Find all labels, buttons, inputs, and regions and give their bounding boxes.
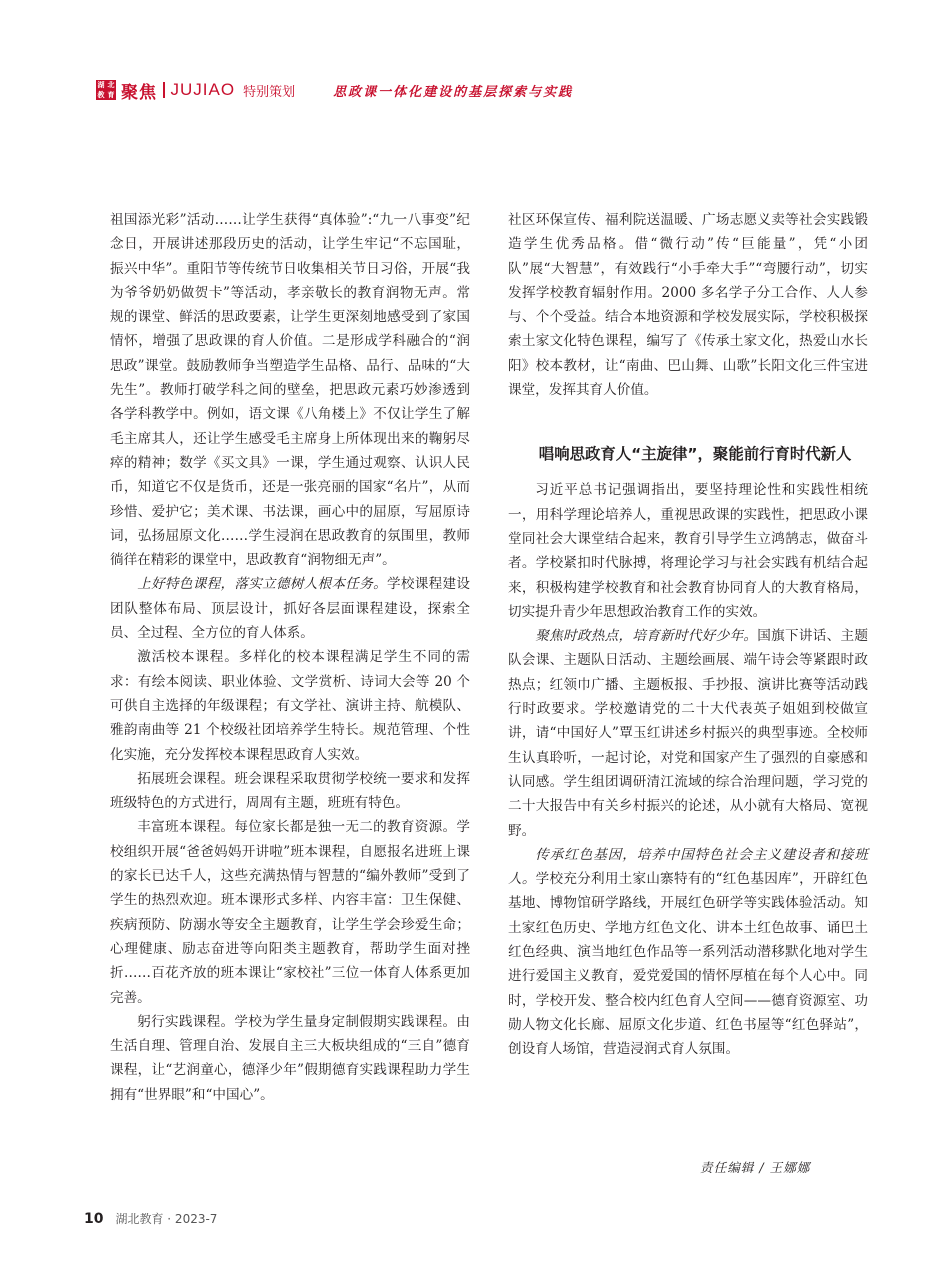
logo-char: 教 [97,91,105,99]
paragraph: 丰富班本课程。每位家长都是独一无二的教育资源。学校组织开展“爸爸妈妈开讲啦”班本课程，自愿报名进班上课的家长已达千人，这些充满热情与智慧的“编外教师”受到了学生的热烈欢迎。班本课形式多样、内容丰富：卫生保健、疾病预防、防溺水等安全主题教育，让学生学会珍爱生命；心理健康、励志奋进等向阳类主题教育，帮助学生面对挫折……百花齐放的班本课让“家校社”三位一体育人体系更加完善。 [110,819,470,1006]
paragraph [508,843,868,1062]
magazine-logo [96,80,116,100]
paragraph: 习近平总书记强调指出，要坚持理论性和实践性相统一，用科学理论培养人，重视思政课的实践性，把思政小课堂同社会大课堂结合起来，教育引导学生立鸿鹄志，做奋斗者。学校紧扣时代脉搏，将理论学习与社会实践有机结合起来，积极构建学校教育和社会教育协同育人的大教育格局，切实提升青少年思想政治教育工作的实效。 [508,482,868,620]
logo-char: 育 [107,91,115,99]
editor-credit: 责任编辑 / 王娜娜 [700,1160,811,1175]
logo-char: 湖 [97,81,105,89]
logo-char: 北 [107,81,115,89]
right-column [508,208,868,1062]
paragraph [508,624,868,843]
left-column [110,208,470,1107]
page-number: 10 [84,1211,104,1227]
section-heading: 唱响思政育人“主旋律”，聚能前行育时代新人 [538,445,852,464]
paragraph: 社区环保宣传、福利院送温暖、广场志愿义卖等社会实践锻造学生优秀品格。借“微行动”传“巨能量”，凭“小团队”展“大智慧”，有效践行“小手牵大手”“弯腰行动”，切实发挥学校教育辐射作用。2000 多名学子分工合作、人人参与、个个受益。结合本地资源和学校发展实际，学校积极探索土家文化特色课程，编写了《传承土家文化，热爱山水长阳》校本教材，让“南曲、巴山舞、山歌”长阳文化三件宝进课堂，发挥其育人价值。 [508,212,868,399]
paragraph-body: 国旗下讲话、主题队会课、主题队日活动、主题绘画展、端午诗会等紧跟时政热点；红领巾广播、主题板报、手抄报、演讲比赛等活动践行时政要求。学校邀请党的二十大代表英子姐姐到校做宣讲，请“中国好人”覃玉红讲述乡村振兴的典型事迹。全校师生认真聆听，一起讨论，对党和国家产生了强烈的自豪感和认同感。学生组团调研清江流域的综合治理问题，学习党的二十大报告中有关乡村振兴的论述，从小就有大格局、宽视野。 [508,628,869,839]
paragraph: 拓展班会课程。班会课程采取贯彻学校统一要求和发挥班级特色的方式进行，周周有主题，班班有特色。 [110,770,470,812]
brand-cn: 聚焦 [121,82,157,103]
magazine-issue: 湖北教育 · 2023-7 [115,1212,218,1226]
paragraph [110,572,470,645]
brand-en: JUJIAO [170,80,236,99]
paragraph: 躬行实践课程。学校为学生量身定制假期实践课程。由生活自理、管理自治、发展自主三大板块组成的“三自”德育课程，让“艺润童心，德泽少年”假期德育实践课程助力学生拥有“世界眼”和“中国心”。 [110,1013,470,1103]
brand-separator [163,82,165,98]
page-footer [84,1210,217,1227]
paragraph-lead: 聚焦时政热点，培育新时代好少年。 [535,628,758,645]
paragraph-body: 学校课程建设团队整体布局、顶层设计，抓好各层面课程建设，探索全员、全过程、全方位的育人体系。 [110,576,471,642]
topic-title: 思政课一体化建设的基层探索与实践 [333,84,574,100]
paragraph-lead: 上好特色课程，落实立德树人根本任务。 [137,576,388,593]
paragraph-lead: 传承红色基因，培养中国特色社会主义建设者和接班人。 [508,846,868,888]
page-header [96,78,856,102]
paragraph-body: 学校充分利用土家山寨特有的“红色基因库”，开辟红色基地、博物馆研学路线，开展红色研学等实践体验活动。知土家红色历史、学地方红色文化、讲本土红色故事、诵巴土红色经典、演当地红色作品等一系列活动潜移默化地对学生进行爱国主义教育，爱党爱国的情怀厚植在每个人心中。同时，学校开发、整合校内红色育人空间——德育资源室、功勋人物文化长廊、屈原文化步道、红色书屋等“红色驿站”，创设育人场馆，营造浸润式育人氛围。 [508,871,868,1058]
section-label: 特别策划 [243,84,296,100]
paragraph: 祖国添光彩”活动……让学生获得“真体验”:“九一八事变”纪念日，开展讲述那段历史的活动，让学生牢记“不忘国耻，振兴中华”。重阳节等传统节日收集相关节日习俗，开展“我为爷爷奶奶做贺卡”等活动，孝亲敬长的教育润物无声。常规的课堂、鲜活的思政要素，让学生更深刻地感受到了家国情怀，增强了思政课的育人价值。二是形成学科融合的“润思政”课堂。鼓励教师争当塑造学生品格、品行、品味的“大先生”。教师打破学科之间的壁垒，把思政元素巧妙渗透到各学科教学中。例如，语文课《八角楼上》不仅让学生了解毛主席其人，还让学生感受毛主席身上所体现出来的鞠躬尽瘁的精神；数学《买文具》一课，学生通过观察、认识人民币，知道它不仅是货币，还是一张亮丽的国家“名片”，从而珍惜、爱护它；美术课、书法课，画心中的屈原，写屈原诗词，弘扬屈原文化……学生浸润在思政教育的氛围里，教师徜徉在精彩的课堂中，思政教育“润物细无声”。 [110,212,470,569]
paragraph: 激活校本课程。多样化的校本课程满足学生不同的需求：有绘本阅读、职业体验、文学赏析、诗词大会等 20 个可供自主选择的年级课程；有文学社、演讲主持、航模队、雅韵南曲等 21 个校级社团培养学生特长。规范管理、个性化实施，充分发挥校本课程思政育人实效。 [110,649,470,763]
